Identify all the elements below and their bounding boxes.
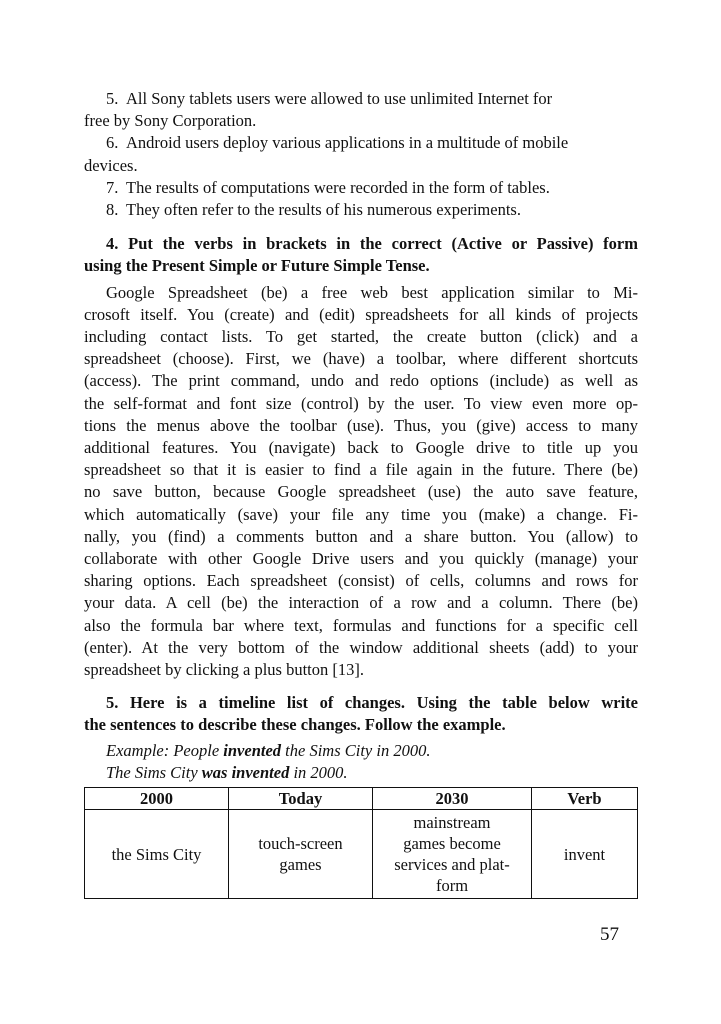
task-4-heading: 4. Put the verbs in brackets in the correct (Active or Passive) form using the Present Simple or Future Simple Tense. <box>84 234 638 276</box>
table-header: Today <box>229 788 373 810</box>
table-row <box>85 810 638 899</box>
table-cell: invent <box>532 810 638 899</box>
paragraph-line: which automatically (save) your file any time you (make) a change. Fi- <box>84 504 638 524</box>
paragraph-line: (enter). At the very bottom of the window additional sheets (add) to your <box>84 637 638 657</box>
timeline-table <box>84 787 638 899</box>
table-cell: the Sims City <box>85 810 229 899</box>
table-cell: touch-screen games <box>229 810 373 899</box>
paragraph-line: crosoft itself. You (create) and (edit) spreadsheets for all kinds of projects <box>84 304 638 324</box>
example-block <box>84 740 638 784</box>
paragraph-line: the self-format and font size (control) by the user. To view even more op- <box>84 393 638 413</box>
table-header: 2030 <box>373 788 532 810</box>
paragraph-line: no save button, because Google spreadsheet (use) the auto save feature, <box>84 482 638 502</box>
paragraph-line: including contact lists. To get started, the create button (click) and a <box>84 327 638 347</box>
table-header: 2000 <box>85 788 229 810</box>
example-line-2: The Sims City was invented in 2000. <box>106 762 348 782</box>
table-header: Verb <box>532 788 638 810</box>
task-4-paragraph <box>84 282 638 682</box>
list-item-continuation: free by Sony Corporation. <box>84 111 257 131</box>
paragraph-line: sharing options. Each spreadsheet (consist) of cells, columns and rows for <box>84 571 638 591</box>
exercise-list <box>84 88 638 221</box>
paragraph-line: (access). The print command, undo and redo options (include) as well as <box>84 371 638 391</box>
paragraph-line: nally, you (find) a comments button and a share button. You (allow) to <box>84 526 638 546</box>
table-cell: mainstream games become services and plat- form <box>373 810 532 899</box>
list-item-continuation: devices. <box>84 155 138 175</box>
paragraph-line: Google Spreadsheet (be) a free web best application similar to Mi- <box>106 282 638 302</box>
example-line-1: Example: People invented the Sims City in 2000. <box>106 740 431 760</box>
paragraph-line: your data. A cell (be) the interaction of a row and a column. There (be) <box>84 593 638 613</box>
page-body <box>84 88 638 899</box>
paragraph-line: also the formula bar where text, formulas and functions for a specific cell <box>84 615 638 635</box>
paragraph-line: additional features. You (navigate) back to Google drive to title up you <box>84 438 638 458</box>
paragraph-line: spreadsheet by clicking a plus button [13]. <box>84 660 364 680</box>
list-item: 5. All Sony tablets users were allowed to use unlimited Internet for <box>106 89 553 108</box>
table-header-row <box>85 788 638 810</box>
paragraph-line: tions the menus above the toolbar (use). Thus, you (give) access to many <box>84 415 638 435</box>
list-item: 8. They often refer to the results of his numerous experiments. <box>106 200 521 220</box>
paragraph-line: spreadsheet (choose). First, we (have) a toolbar, where different shortcuts <box>84 349 638 369</box>
paragraph-line: spreadsheet so that it is easier to find a file again in the future. There (be) <box>84 460 638 480</box>
task-5-heading: 5. Here is a timeline list of changes. Using the table below write the sentences to describe these changes. Follow the example. <box>84 693 638 735</box>
list-item: 7. The results of computations were recorded in the form of tables. <box>106 177 550 197</box>
page-number: 57 <box>600 924 619 945</box>
list-item: 6. Android users deploy various applications in a multitude of mobile <box>106 133 569 153</box>
paragraph-line: collaborate with other Google Drive users and you quickly (manage) your <box>84 549 638 569</box>
